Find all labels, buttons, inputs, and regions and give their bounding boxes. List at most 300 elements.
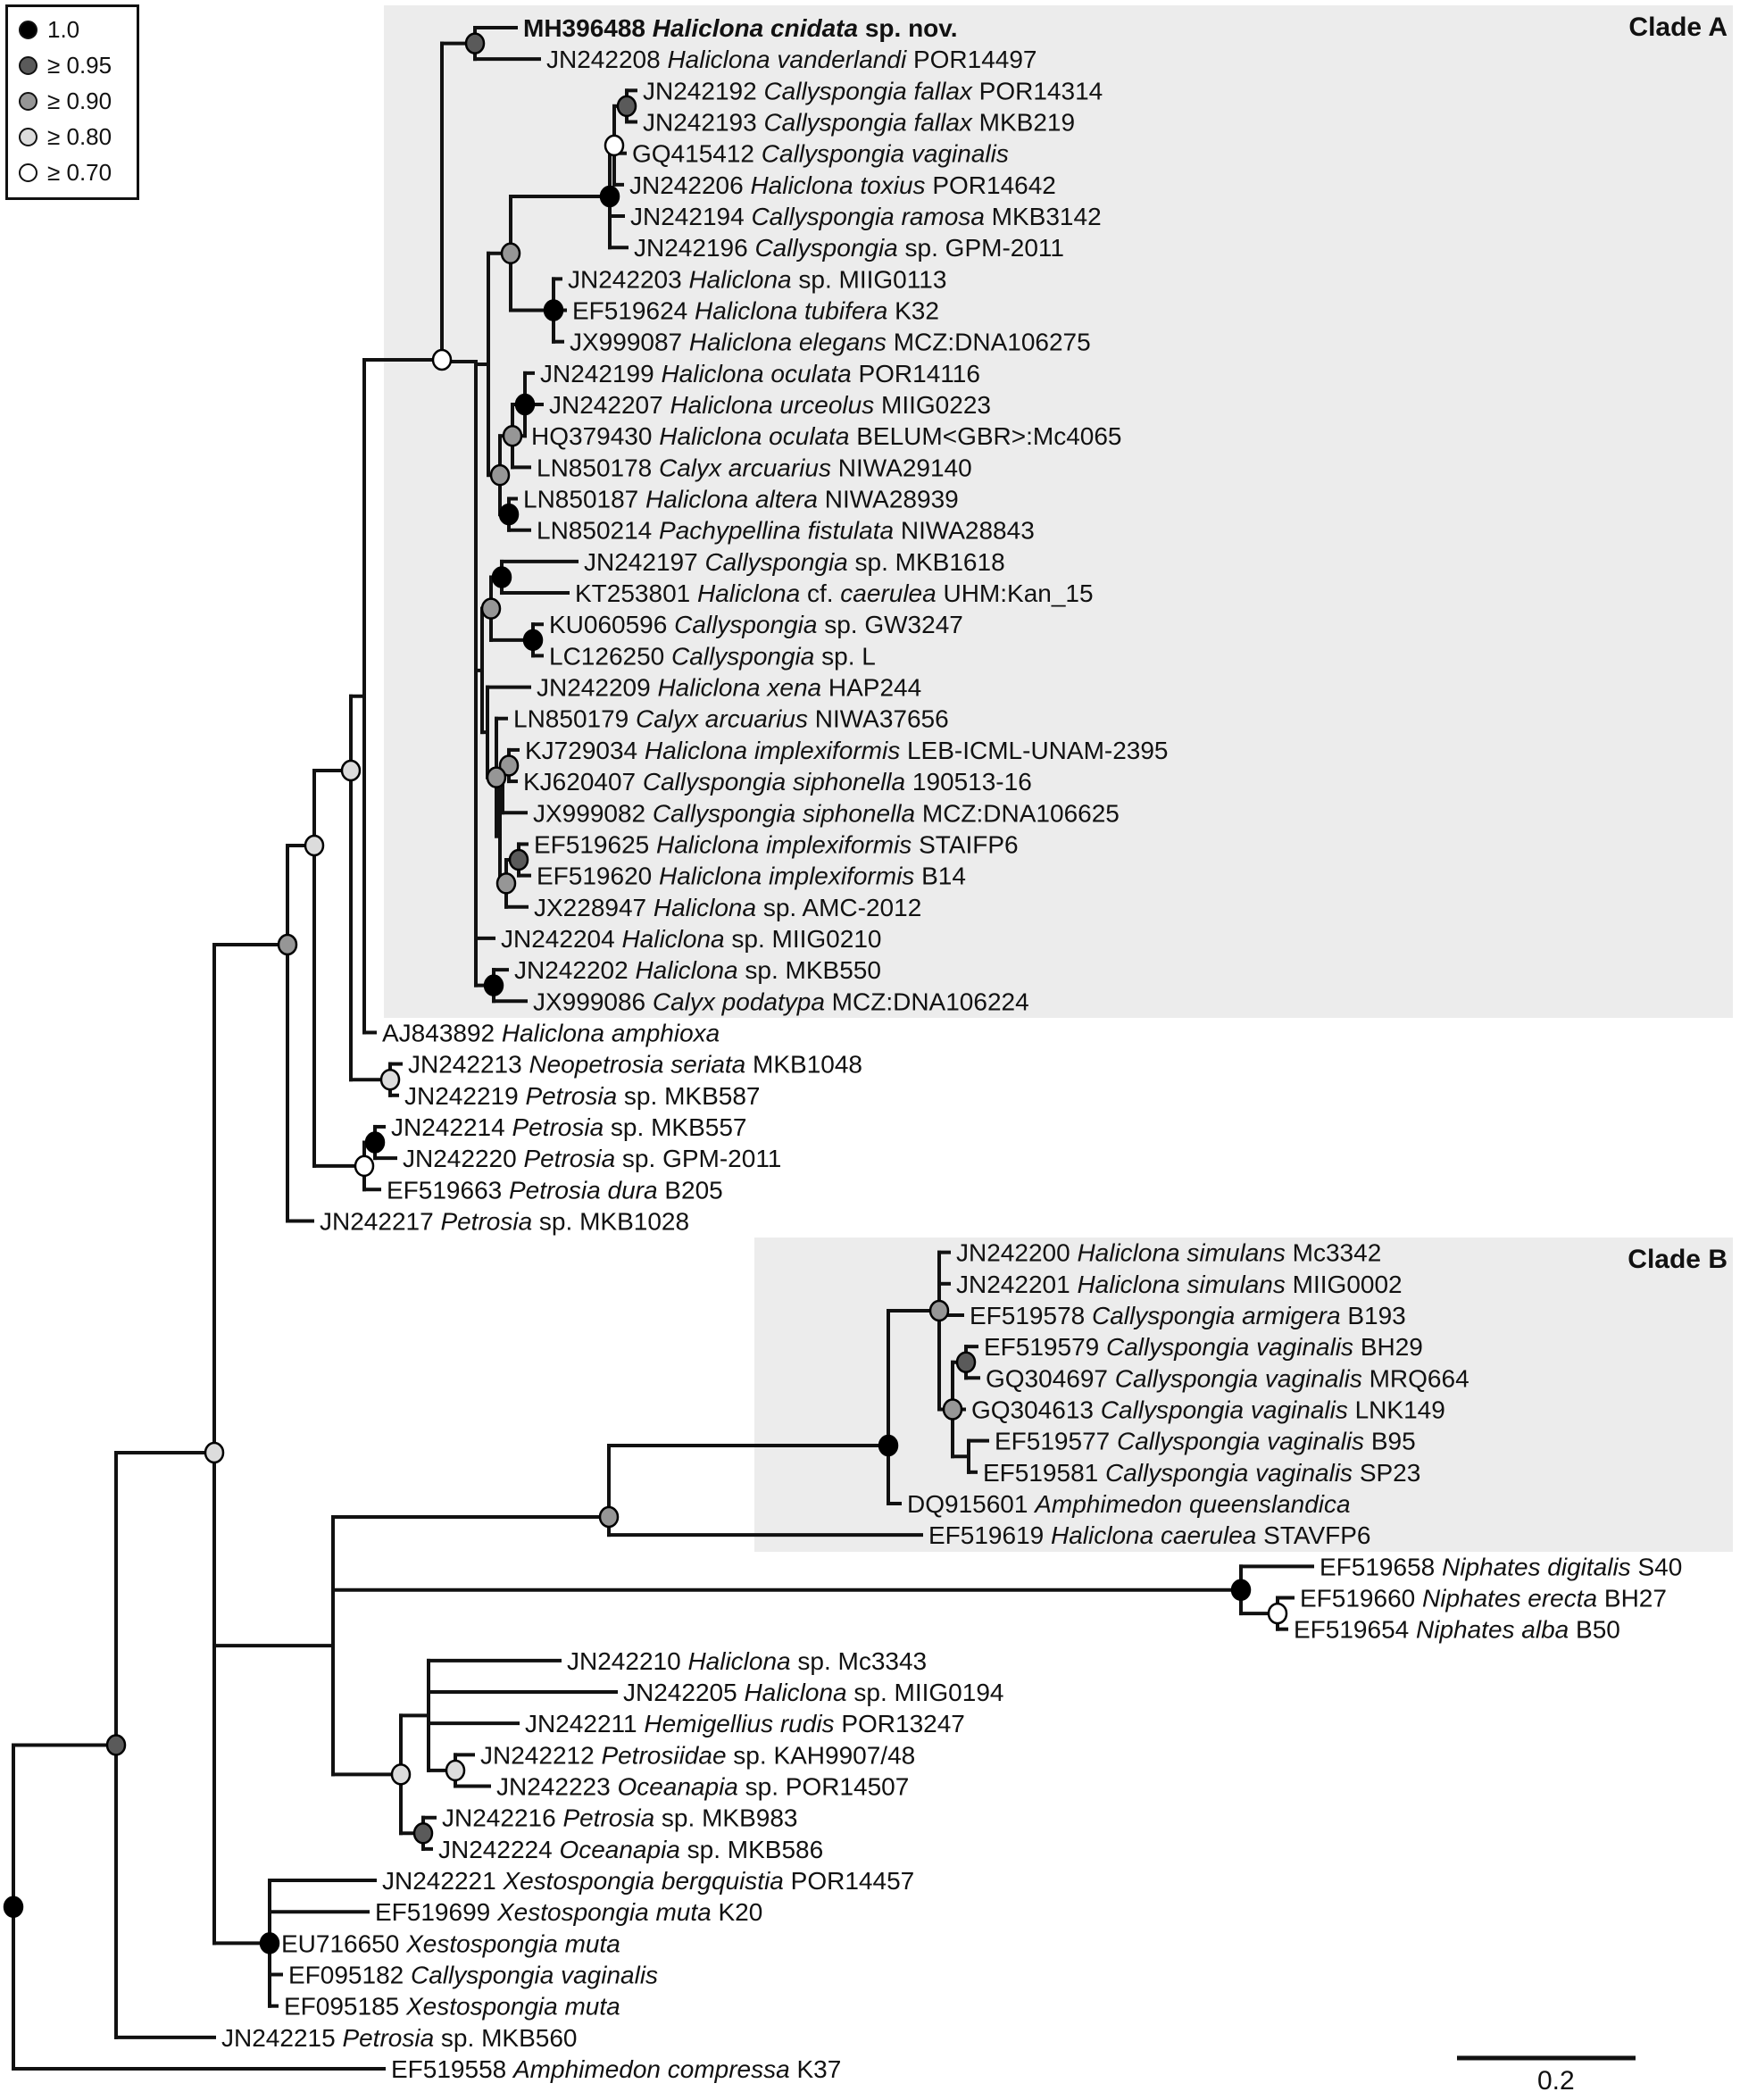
taxon-label-part: JN242210	[567, 1646, 688, 1675]
taxon-label	[986, 1364, 1469, 1392]
taxon-label-part: sp. MIIG0194	[846, 1679, 1004, 1707]
taxon-label-part: Xestospongia muta	[406, 1929, 620, 1958]
taxon-label-part: Pachypellina fistulata	[659, 516, 895, 545]
taxon-label-part: JN242209	[537, 673, 658, 702]
taxon-label	[523, 768, 1032, 796]
taxon-label-part: Callyspongia ramosa	[751, 203, 985, 231]
support-dot-0.70	[19, 163, 37, 182]
taxon-label-part: Haliclona	[621, 924, 725, 953]
taxon-label-part: Callyspongia armigera	[1092, 1301, 1341, 1329]
taxon-label	[549, 391, 991, 419]
taxon-label	[540, 360, 980, 388]
clade-a-label: Clade A	[1628, 12, 1728, 42]
support-node	[497, 873, 515, 893]
taxon-label	[533, 799, 1120, 827]
taxon-label-part: JN242221	[382, 1867, 504, 1896]
taxon-label	[391, 2055, 841, 2083]
taxon-label-part: Callyspongia fallax	[763, 108, 972, 137]
taxon-label	[630, 203, 1102, 230]
taxon-label-part: Callyspongia vaginalis	[1100, 1396, 1348, 1424]
support-node	[944, 1399, 962, 1419]
taxon-label-part: Haliclona vanderlandi	[667, 46, 907, 74]
taxon-label-part: JN242224	[438, 1835, 560, 1863]
taxon-label-part: B95	[1364, 1427, 1416, 1455]
legend-row	[19, 16, 128, 44]
support-node	[930, 1301, 948, 1321]
taxon-label-part: EF519579	[984, 1333, 1106, 1362]
taxon-label-part: EF095182	[288, 1961, 411, 1989]
taxon-label-part: JN242207	[549, 391, 670, 420]
support-node	[433, 350, 451, 370]
taxon-label	[523, 14, 958, 42]
taxon-label	[534, 830, 1019, 858]
taxon-label-part: K20	[711, 1898, 763, 1927]
taxon-label	[496, 1773, 909, 1801]
taxon-label-part: EF519660	[1300, 1584, 1422, 1612]
taxon-label-part: JN242203	[568, 265, 689, 294]
support-node	[957, 1353, 975, 1372]
taxon-label-part: sp. MKB1618	[847, 547, 1005, 576]
taxon-label	[984, 1333, 1423, 1361]
taxon-label-part: Haliclona	[653, 893, 757, 921]
taxon-label-part: JN242217	[320, 1207, 441, 1236]
taxon-label	[284, 1993, 620, 2021]
taxon-label-part: sp. L	[814, 642, 876, 671]
taxon-label	[568, 265, 946, 293]
taxon-label-part: JN242204	[501, 924, 622, 953]
taxon-label-part: sp. GW3247	[817, 611, 963, 639]
taxon-label-part: NIWA28843	[894, 516, 1035, 545]
taxon-label	[525, 1710, 965, 1738]
support-node	[601, 187, 619, 206]
taxon-label-part: HAP244	[821, 673, 922, 702]
taxon-label-part: sp. MIIG0210	[724, 924, 882, 953]
legend-row	[19, 52, 128, 79]
taxon-label-part: EF519581	[983, 1458, 1105, 1487]
support-node	[510, 850, 528, 870]
taxon-label-part: sp. MKB550	[737, 956, 881, 985]
support-node	[305, 836, 323, 855]
taxon-label-part: sp. MKB1028	[532, 1207, 690, 1236]
taxon-label	[480, 1741, 915, 1769]
taxon-label-part: STAVFP6	[1256, 1521, 1371, 1550]
legend-row	[19, 88, 128, 115]
taxon-label-part: Haliclona oculata	[661, 359, 852, 388]
taxon-label-part: LN850178	[537, 454, 660, 482]
taxon-label-part: GQ415412	[632, 139, 762, 168]
taxon-label	[537, 674, 921, 702]
taxon-label-part: JN242197	[584, 547, 705, 576]
taxon-label	[575, 579, 1094, 607]
taxon-label-part: Amphimedon compressa	[513, 2055, 790, 2084]
support-node	[485, 976, 503, 996]
support-dot-1.0	[19, 21, 37, 39]
taxon-label-part: Haliclona	[635, 956, 738, 985]
taxon-label-part: EF519624	[572, 296, 695, 325]
support-node	[381, 1070, 399, 1089]
taxon-label-part: Niphates digitalis	[1442, 1553, 1631, 1581]
taxon-label	[513, 705, 949, 733]
taxon-label-part: Haliclona	[744, 1679, 847, 1707]
taxon-label	[1300, 1585, 1667, 1612]
taxon-label-part: LN850187	[523, 485, 646, 513]
taxon-label-part: JN242193	[643, 108, 764, 137]
taxon-label	[537, 517, 1035, 545]
legend-label: ≥ 0.70	[47, 159, 112, 186]
taxon-label-part: JX999087	[570, 328, 689, 356]
taxon-label-part: EF519699	[375, 1898, 497, 1927]
taxon-label-part: EF519558	[391, 2055, 513, 2084]
taxon-label-part: sp. MIIG0113	[791, 265, 947, 294]
taxon-label-part: JN242219	[404, 1081, 526, 1110]
taxon-label-part: Oceanapia	[617, 1772, 738, 1801]
support-dot-0.80	[19, 128, 37, 146]
taxon-label-part: Petrosia dura	[509, 1176, 658, 1204]
taxon-label	[391, 1113, 746, 1141]
taxon-label	[375, 1898, 762, 1926]
support-node	[279, 935, 296, 954]
taxon-label	[629, 171, 1056, 199]
taxon-label	[288, 1962, 658, 1989]
taxon-label-part: Haliclona cnidata	[652, 14, 859, 42]
taxon-label-part: Callyspongia vaginalis	[761, 139, 1009, 168]
taxon-label-part: sp. AMC-2012	[756, 893, 922, 921]
support-node	[545, 301, 562, 321]
taxon-label-part: GQ304697	[986, 1364, 1115, 1393]
taxon-label	[537, 454, 972, 481]
legend-label: ≥ 0.95	[47, 52, 112, 79]
taxon-label-part: Callyspongia siphonella	[642, 768, 906, 796]
taxon-label-part: K37	[789, 2055, 842, 2084]
taxon-label	[382, 1019, 720, 1046]
taxon-label	[546, 46, 1037, 73]
support-node	[600, 1507, 618, 1527]
support-node	[446, 1761, 464, 1780]
taxon-label-part: GQ304613	[971, 1396, 1101, 1424]
taxon-label-part: B193	[1340, 1301, 1406, 1329]
taxon-label-part: JN242200	[956, 1238, 1078, 1267]
taxon-label-part: sp. MKB587	[617, 1081, 761, 1110]
support-node	[482, 599, 500, 619]
taxon-label-part: Hemigellius rudis	[644, 1710, 835, 1738]
taxon-label-part: BELUM<GBR>:Mc4065	[849, 422, 1122, 451]
taxon-label-part: sp. MKB983	[654, 1804, 798, 1832]
taxon-label-part: Haliclona simulans	[1077, 1270, 1286, 1298]
taxon-label-part: LNK149	[1347, 1396, 1445, 1424]
taxon-label-part: sp. MKB560	[434, 2023, 578, 2052]
taxon-label-part: KJ729034	[525, 736, 645, 764]
taxon-label	[971, 1396, 1445, 1423]
taxon-label	[387, 1176, 723, 1204]
taxon-label-part: JN242202	[514, 956, 636, 985]
clade-b-label: Clade B	[1628, 1245, 1728, 1274]
taxon-label-part: EF519577	[995, 1427, 1117, 1455]
taxon-label-part: Haliclona	[697, 579, 801, 608]
taxon-label-part: MKB219	[971, 108, 1076, 137]
taxon-label-part: S40	[1630, 1553, 1683, 1581]
taxon-label-part: DQ915601	[907, 1489, 1036, 1518]
support-node	[524, 630, 542, 650]
taxon-label-part: Calyx arcuarius	[659, 454, 831, 482]
taxon-label	[514, 956, 881, 984]
support-node	[504, 426, 521, 446]
taxon-label-part: Callyspongia vaginalis	[1114, 1364, 1362, 1393]
support-node	[516, 395, 534, 414]
taxon-label	[632, 140, 1009, 168]
taxon-label-part: EF519663	[387, 1176, 509, 1204]
taxon-label-part: Petrosia	[562, 1804, 655, 1832]
taxon-label-part: Xestospongia muta	[406, 1992, 620, 2021]
taxon-label-part: POR13247	[834, 1710, 965, 1738]
taxon-label	[572, 297, 939, 325]
support-node	[392, 1764, 410, 1784]
taxon-label-part: Calyx arcuarius	[636, 704, 808, 733]
taxon-label	[643, 77, 1103, 104]
taxon-label-part: JX228947	[534, 893, 654, 921]
taxon-label-part: sp. MKB557	[604, 1112, 747, 1141]
taxon-label-part: Haliclona amphioxa	[501, 1019, 720, 1047]
taxon-label-part: sp. KAH9907/48	[726, 1741, 916, 1770]
taxon-label	[525, 737, 1169, 764]
taxon-label-part: EF519654	[1294, 1615, 1416, 1644]
taxon-label-part: Haliclona implexiformis	[659, 862, 915, 890]
legend-label: ≥ 0.90	[47, 88, 112, 114]
taxon-label	[320, 1207, 689, 1235]
taxon-label-part: Petrosiidae	[601, 1741, 727, 1770]
taxon-label-part: Haliclona implexiformis	[644, 736, 901, 764]
taxon-label-part: Petrosia	[342, 2023, 435, 2052]
taxon-label-part: K32	[887, 296, 939, 325]
taxon-label	[442, 1804, 797, 1832]
taxon-label-part: MCZ:DNA106224	[824, 988, 1029, 1016]
taxon-label-part: B50	[1569, 1615, 1620, 1644]
taxon-label	[404, 1082, 760, 1110]
taxon-label-part: Amphimedon queenslandica	[1035, 1489, 1351, 1518]
taxon-label-part: JN242212	[480, 1741, 602, 1770]
taxon-label	[281, 1929, 620, 1957]
taxon-label-part: sp. GPM-2011	[615, 1145, 782, 1173]
taxon-label-part: AJ843892	[382, 1019, 502, 1047]
taxon-label-part: Haliclona	[687, 1646, 791, 1675]
taxon-label-part: Niphates alba	[1416, 1615, 1569, 1644]
taxon-label	[995, 1428, 1416, 1455]
taxon-label-part: EF519658	[1320, 1553, 1442, 1581]
taxon-label-part: Petrosia	[523, 1145, 616, 1173]
taxon-label-part: SP23	[1353, 1458, 1421, 1487]
taxon-label	[403, 1145, 781, 1172]
support-legend	[5, 4, 139, 200]
taxon-label-part: JN242223	[496, 1772, 618, 1801]
taxon-label-part: Haliclona urceolus	[670, 391, 875, 420]
support-node	[107, 1735, 125, 1754]
support-dot-0.90	[19, 92, 37, 111]
taxon-label-part: Petrosia	[525, 1081, 618, 1110]
taxon-label-part: Neopetrosia seriata	[529, 1050, 746, 1079]
taxon-label-part: JN242208	[546, 46, 668, 74]
taxon-label-part: NIWA28939	[818, 485, 959, 513]
support-node	[493, 567, 511, 587]
taxon-label-part: MH396488	[523, 14, 653, 42]
taxon-label-part: Callyspongia vaginalis	[411, 1961, 659, 1989]
taxon-label-part: JX999082	[533, 799, 653, 828]
taxon-label-part: Callyspongia vaginalis	[1106, 1333, 1354, 1362]
taxon-label-part: Callyspongia	[754, 234, 898, 262]
support-node	[1232, 1580, 1250, 1600]
taxon-label-part: JN242211	[525, 1710, 645, 1738]
support-node	[4, 1897, 22, 1917]
taxon-label-part: Haliclona tubifera	[695, 296, 888, 325]
taxon-label-part: MIIG0002	[1285, 1270, 1403, 1298]
taxon-label-part: Callyspongia fallax	[763, 77, 972, 105]
taxon-label-part: Calyx podatypa	[652, 988, 825, 1016]
support-node	[491, 465, 509, 485]
taxon-label	[523, 486, 959, 513]
taxon-label-part: Niphates erecta	[1422, 1584, 1598, 1612]
legend-label: 1.0	[47, 16, 80, 43]
taxon-label	[970, 1302, 1406, 1329]
support-node	[342, 761, 360, 780]
taxon-label	[928, 1521, 1370, 1549]
taxon-label-part: sp. POR14507	[737, 1772, 910, 1801]
taxon-label-part: Callyspongia vaginalis	[1117, 1427, 1365, 1455]
taxon-label-part: B205	[657, 1176, 723, 1204]
taxon-label-part: BH29	[1353, 1333, 1423, 1362]
taxon-label	[549, 611, 963, 638]
taxon-label-part: Haliclona oculata	[659, 422, 850, 451]
taxon-label-part: UHM:Kan_15	[936, 579, 1094, 608]
taxon-label-part: LN850179	[513, 704, 637, 733]
taxon-label-part: EF519619	[928, 1521, 1051, 1550]
taxon-label-part: MKB1048	[745, 1050, 862, 1079]
support-node	[879, 1436, 897, 1455]
scale-bar-label: 0.2	[1537, 2066, 1575, 2096]
taxon-label-part: NIWA29140	[830, 454, 972, 482]
taxon-label	[438, 1836, 823, 1863]
taxon-label-part: Petrosia	[440, 1207, 533, 1236]
taxon-label-part: JN242215	[221, 2023, 343, 2052]
support-node	[261, 1933, 279, 1953]
support-node	[414, 1823, 432, 1843]
taxon-label-part: JN242194	[630, 203, 752, 231]
taxon-label	[408, 1051, 862, 1079]
taxon-label-part: MCZ:DNA106275	[886, 328, 1091, 356]
taxon-label-part: sp. nov.	[858, 14, 958, 42]
taxon-label-part: Callyspongia	[671, 642, 815, 671]
taxon-label	[983, 1459, 1420, 1487]
scale-bar-group	[1457, 2058, 1636, 2096]
support-node	[487, 768, 505, 788]
taxon-label-part: JN242216	[442, 1804, 563, 1832]
taxon-label-part: B14	[914, 862, 966, 890]
taxon-label-part: NIWA37656	[807, 704, 949, 733]
legend-row	[19, 159, 128, 187]
taxon-label-part: Oceanapia	[559, 1835, 680, 1863]
taxon-label-part: sp. GPM-2011	[897, 234, 1064, 262]
taxon-label-part: JN242213	[408, 1050, 529, 1079]
taxon-label-part: EF095185	[284, 1992, 406, 2021]
taxon-label-part: Haliclona xena	[657, 673, 822, 702]
taxon-label-part: cf.	[800, 579, 841, 608]
taxon-label	[570, 329, 1091, 356]
taxon-label-part: EF519620	[537, 862, 659, 890]
taxon-label	[643, 109, 1075, 137]
support-node	[1269, 1604, 1286, 1623]
taxon-label	[221, 2024, 577, 2052]
taxon-label-part: Petrosia	[512, 1112, 604, 1141]
taxon-label-part: caerulea	[840, 579, 937, 608]
taxon-label-part: sp. Mc3343	[790, 1646, 928, 1675]
taxon-label-part: JN242201	[956, 1270, 1078, 1298]
taxon-label-part: MKB3142	[984, 203, 1102, 231]
taxon-label-part: JN242206	[629, 171, 751, 199]
taxon-label	[1294, 1616, 1620, 1644]
taxon-label-part: Haliclona	[688, 265, 792, 294]
taxon-label-part: Haliclona implexiformis	[656, 830, 912, 859]
taxon-label	[567, 1647, 927, 1675]
taxon-label-part: Callyspongia siphonella	[652, 799, 916, 828]
taxon-label-part: Haliclona altera	[645, 485, 819, 513]
taxon-label-part: JN242192	[643, 77, 764, 105]
support-node	[466, 34, 484, 54]
taxon-label	[1320, 1553, 1682, 1580]
taxon-label-part: JN242199	[540, 359, 662, 388]
taxon-label	[537, 862, 966, 890]
taxon-label-part: Callyspongia	[674, 611, 818, 639]
support-node	[205, 1443, 223, 1462]
taxon-label-part: LEB-ICML-UNAM-2395	[900, 736, 1169, 764]
taxon-label-part: JN242214	[391, 1112, 512, 1141]
taxon-label-part: Xestospongia muta	[497, 1898, 712, 1927]
taxon-label-part: Haliclona simulans	[1077, 1238, 1286, 1267]
taxon-label-part: MCZ:DNA106625	[915, 799, 1120, 828]
taxon-label-part: POR14116	[851, 359, 980, 388]
taxon-label	[907, 1490, 1351, 1518]
support-node	[355, 1156, 373, 1176]
taxon-label	[501, 925, 881, 953]
taxon-label	[382, 1867, 914, 1895]
taxon-label	[956, 1239, 1381, 1267]
legend-label: ≥ 0.80	[47, 123, 112, 150]
taxon-label	[533, 988, 1029, 1015]
taxon-label-part: POR14497	[906, 46, 1037, 74]
taxon-label-part: KT253801	[575, 579, 697, 608]
taxon-label-part: Callyspongia vaginalis	[1105, 1458, 1353, 1487]
taxon-label-part: Xestospongia bergquistia	[503, 1867, 784, 1896]
taxon-label-part: JN242205	[623, 1679, 745, 1707]
taxon-label-part: JN242220	[403, 1145, 524, 1173]
taxon-label-part: Haliclona toxius	[750, 171, 926, 199]
taxon-label	[634, 234, 1064, 262]
taxon-label-part: MRQ664	[1361, 1364, 1469, 1393]
taxon-label-part: BH27	[1597, 1584, 1667, 1612]
taxon-label-part: EU716650	[281, 1929, 407, 1958]
taxon-label-part: sp. MKB586	[679, 1835, 824, 1863]
support-node	[502, 244, 520, 263]
taxon-label	[531, 422, 1122, 450]
support-node	[366, 1133, 384, 1153]
taxon-label-part: STAIFP6	[912, 830, 1019, 859]
taxon-label-part: Callyspongia	[704, 547, 848, 576]
taxon-label	[549, 642, 876, 670]
taxon-label-part: MIIG0223	[874, 391, 991, 420]
support-dot-0.95	[19, 56, 37, 75]
taxon-label-part: LN850214	[537, 516, 660, 545]
support-node	[618, 96, 636, 116]
taxon-label-part: JN242196	[634, 234, 755, 262]
taxon-label-part: EF519625	[534, 830, 656, 859]
taxon-label-part: HQ379430	[531, 422, 660, 451]
taxon-label-part: POR14314	[971, 77, 1103, 105]
